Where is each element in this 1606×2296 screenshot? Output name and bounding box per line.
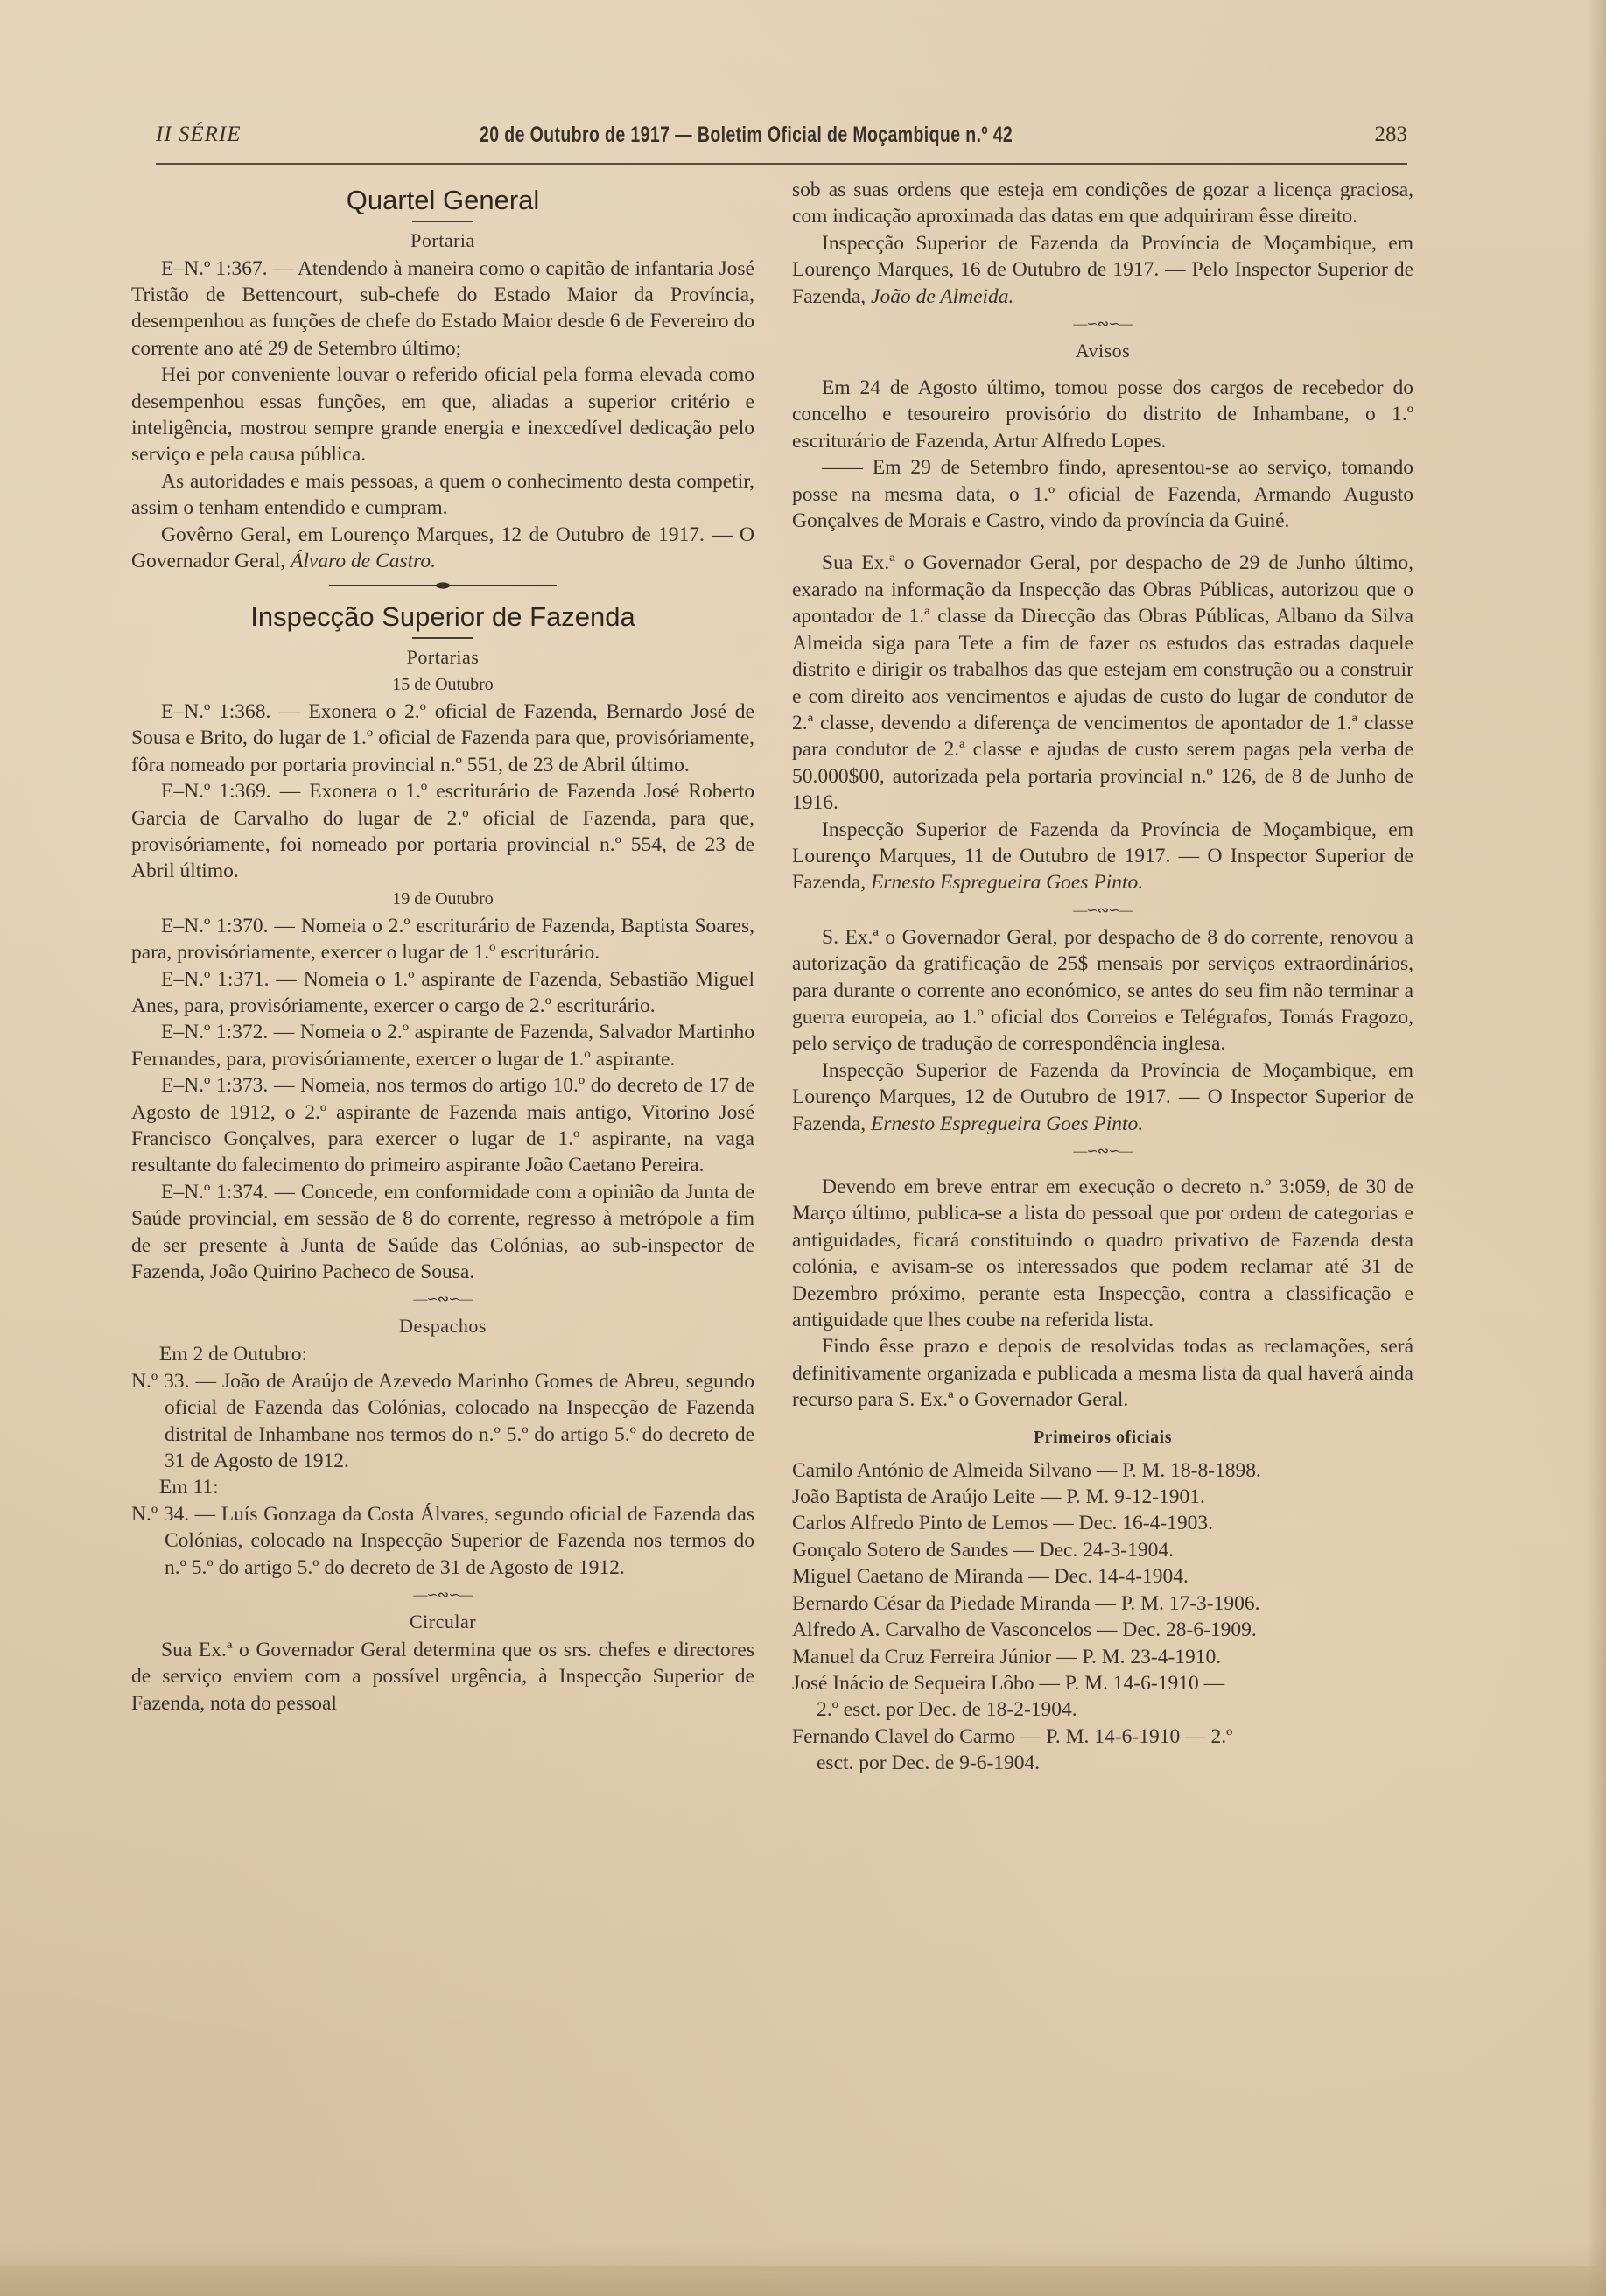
paragraph — [131, 522, 754, 575]
header-rule — [156, 163, 1407, 165]
date-heading: 15 de Outubro — [392, 674, 494, 694]
list-item: Manuel da Cruz Ferreira Júnior — P. M. 23-4-1910. — [792, 1645, 1222, 1668]
paragraph — [792, 817, 1413, 896]
list-item: Camilo António de Almeida Silvano — P. M. 18-8-1898. — [792, 1458, 1261, 1482]
subsection-avisos: Avisos — [1075, 340, 1131, 362]
subsection-portarias: Portarias — [406, 645, 480, 668]
paper-bottom-shadow — [0, 2243, 1606, 2296]
paper-edge-shadow — [1587, 0, 1606, 2296]
paragraph: Em 11: — [159, 1476, 219, 1499]
paragraph: As autoridades e mais pessoas, a quem o conhecimento desta competir, assim o tenham entendido e cumpram. — [131, 469, 754, 520]
list-item: José Inácio de Sequeira Lôbo — P. M. 14-6-1910 — — [792, 1671, 1225, 1695]
right-column — [792, 177, 1413, 1777]
paragraph: E–N.º 1:371. — Nomeia o 1.º aspirante de Fazenda, Sebastião Miguel Anes, para, provisóriamente, exercer o cargo de 2.º escriturário. — [131, 967, 754, 1017]
divider — [412, 221, 473, 222]
paragraph: E–N.º 1:373. — Nomeia, nos termos do artigo 10.º do decreto de 17 de Agosto de 1912, o 2.º aspirante de Fazenda mais antigo, Vitorino José Francisco Gonçalves, para exercer o lugar de 1.º aspirante, na vaga resultante do falecimento do primeiro aspirante João Caetano Pereira. — [131, 1074, 754, 1177]
paragraph: N.º 33. — João de Araújo de Azevedo Marinho Gomes de Abreu, segundo oficial de Fazenda das Colónias, colocado na Inspecção de Fazenda distrital de Inhambane nos termos do n.º 5.º do artigo 5.º do decreto de 31 de Agosto de 1912. — [131, 1369, 754, 1473]
list-item-continuation: esct. por Dec. de 9-6-1904. — [817, 1752, 1041, 1775]
list-item: Miguel Caetano de Miranda — Dec. 14-4-1904. — [792, 1565, 1189, 1589]
signature-name: Ernesto Espregueira Goes Pinto. — [871, 871, 1144, 895]
paragraph: S. Ex.ª o Governador Geral, por despacho de 8 do corrente, renovou a autorização da gratificação de 25$ mensais por serviços extraordinários, para durante o corrente ano económico, se antes do seu fim não terminar a guerra europeia, ao 1.º oficial dos Correios e Telégrafos, Tomás Fragozo, pelo serviço de tradução de correspondência inglesa. — [792, 925, 1413, 1056]
list-title: Primeiros oficiais — [1033, 1427, 1173, 1447]
subsection-despachos: Despachos — [399, 1315, 487, 1338]
section-title-quartel-general: Quartel General — [346, 185, 540, 215]
paragraph: Sua Ex.ª o Governador Geral determina que os srs. chefes e directores de serviço enviem com a possível urgência, à Inspecção Superior de Fazenda, nota do pessoal — [131, 1639, 754, 1715]
spacer — [792, 366, 1413, 375]
paragraph: E–N.º 1:370. — Nomeia o 2.º escriturário de Fazenda, Baptista Soares, para, provisóriamente, exercer o lugar de 1.º escriturário. — [131, 914, 754, 965]
ornament: —∽∾∽— — [1073, 1144, 1133, 1159]
signature-name: Álvaro de Castro. — [291, 549, 437, 572]
section-title-inspeccao: Inspecção Superior de Fazenda — [250, 601, 635, 633]
page-number: 283 — [1374, 123, 1407, 146]
paragraph: Sua Ex.ª o Governador Geral, por despacho de 29 de Junho último, exarado na informação da Inspecção das Obras Públicas, autorizou que o apontador de 1.ª classe da Direcção das Obras Públicas, Albano da Silva Almeida siga para Tete a fim de fazer os estudos das estradas daquele distrito e dirigir os trabalhos das que estejam em construção ou a construir e com direito aos vencimentos e ajudas de custo do lugar de condutor de 2.ª classe, devendo a diferença de vencimentos de apontador de 1.ª classe para condutor de 2.ª classe e ajudas de custo serem pagas pela verba de 50.000$00, autorizada pela portaria provincial n.º 126, de 8 de Junho de 1916. — [792, 551, 1413, 815]
ornament: —∽∾∽— — [413, 1588, 473, 1604]
signature-text: Govêrno Geral, em Lourenço Marques, 12 de Outubro de 1917. — O Governador Geral, — [131, 523, 754, 572]
list-item-continuation: 2.º esct. por Dec. de 18-2-1904. — [817, 1698, 1077, 1722]
paragraph: sob as suas ordens que esteja em condições de gozar a licença graciosa, com indicação aproximada das datas em que adquiriram êsse direito. — [792, 179, 1413, 228]
paragraph: E–N.º 1:372. — Nomeia o 2.º aspirante de Fazenda, Salvador Martinho Fernandes, para, provisóriamente, exercer o lugar de 1.º aspirante. — [131, 1021, 754, 1071]
subsection-portaria: Portaria — [410, 228, 475, 251]
paragraph: Em 2 de Outubro: — [159, 1343, 308, 1366]
spacer — [792, 534, 1413, 550]
paragraph: Findo êsse prazo e depois de resolvidas todas as reclamações, será definitivamente organizada e publicada a mesma lista da qual haverá ainda recurso para S. Ex.ª o Governador Geral. — [792, 1335, 1413, 1412]
ornament: —∽∾∽— — [1073, 317, 1133, 333]
list-item: Carlos Alfredo Pinto de Lemos — Dec. 16-4-1903. — [792, 1512, 1214, 1535]
paragraph: E–N.º 1:369. — Exonera o 1.º escriturário de Fazenda José Roberto Garcia de Carvalho do lugar de 2.º oficial de Fazenda, para que, provisóriamente, foi nomeado por portaria provincial n.º 554, de 23 de Abril último. — [131, 780, 754, 883]
section-divider — [329, 585, 557, 586]
paragraph: Devendo em breve entrar em execução o decreto n.º 3:059, de 30 de Março último, publica-se a lista do pessoal que por ordem de categorias e antiguidades, ficará constituindo o quadro privativo de Fazenda desta colónia, e avisam-se os interessados que podem reclamar até 31 de Dezembro próximo, perante esta Inspecção, contra a classificação e antiguidade que lhes coube na referida lista. — [792, 1176, 1413, 1332]
paragraph: N.º 34. — Luís Gonzaga da Costa Álvares, segundo oficial de Fazenda das Colónias, colocado na Inspecção Superior de Fazenda nos termos do n.º 5.º do artigo 5.º do decreto de 31 de Agosto de 1912. — [131, 1502, 754, 1579]
paragraph: Em 24 de Agosto último, tomou posse dos cargos de recebedor do concelho e tesoureiro provisório do distrito de Inhambane, o 1.º escriturário de Fazenda, Artur Alfredo Lopes. — [792, 376, 1413, 453]
subsection-circular: Circular — [409, 1611, 477, 1633]
paragraph — [792, 230, 1413, 310]
paragraph: E–N.º 1:374. — Concede, em conformidade com a opinião da Junta de Saúde provincial, em sessão de 8 do corrente, regresso à metrópole a fim de ser presente à Junta de Saúde das Colónias, ao sub-inspector de Fazenda, João Quirino Pacheco de Sousa. — [131, 1180, 754, 1283]
spacer — [792, 1165, 1413, 1174]
list-item: Fernando Clavel do Carmo — P. M. 14-6-1910 — 2.º — [792, 1724, 1233, 1748]
list-item: Bernardo César da Piedade Miranda — P. M. 17-3-1906. — [792, 1591, 1260, 1615]
paragraph: E–N.º 1:368. — Exonera o 2.º oficial de Fazenda, Bernardo José de Sousa e Brito, do lugar de 1.º oficial de Fazenda para que, provisóriamente, fôra nomeado por portaria provincial n.º 551, de 23 de Abril último. — [131, 699, 754, 776]
date-heading: 19 de Outubro — [392, 888, 494, 909]
list-item: João Baptista de Araújo Leite — P. M. 9-12-1901. — [792, 1485, 1205, 1509]
list-item: Gonçalo Sotero de Sandes — Dec. 24-3-1904. — [792, 1538, 1174, 1562]
signature-name: João de Almeida. — [871, 284, 1014, 308]
header-title: 20 de Outubro de 1917 — Boletim Oficial de Moçambique n.º 42 — [480, 123, 1013, 147]
ornament: —∽∾∽— — [1073, 902, 1133, 918]
left-column — [131, 177, 754, 1717]
signature-text: Inspecção Superior de Fazenda da Província de Moçambique, em Lourenço Marques, 11 de Outubro de 1917. — O Inspector Superior de Fazenda, — [792, 818, 1413, 895]
signature-text: Inspecção Superior de Fazenda da Província de Moçambique, em Lourenço Marques, 16 de Outubro de 1917. — Pelo Inspector Superior de Fazenda, — [792, 231, 1413, 308]
paragraph — [792, 1057, 1413, 1137]
signature-name: Ernesto Espregueira Goes Pinto. — [871, 1112, 1144, 1135]
signature-text: Inspecção Superior de Fazenda da Província de Moçambique, em Lourenço Marques, 12 de Outubro de 1917. — O Inspector Superior de Fazenda, — [792, 1058, 1413, 1135]
header-serie: II SÉRIE — [156, 123, 242, 146]
running-header — [156, 123, 1407, 166]
paragraph: Hei por conveniente louvar o referido oficial pela forma elevada como desempenhou essas funções, em que, aliadas a superior critério e inteligência, mostrou sempre grande energia e inexcedível dedicação pelo serviço e pela causa pública. — [131, 363, 754, 467]
list-item: Alfredo A. Carvalho de Vasconcelos — Dec. 28-6-1909. — [792, 1618, 1257, 1642]
divider — [412, 637, 473, 639]
ornament: —∽∾∽— — [413, 1292, 473, 1308]
officials-list — [792, 1457, 1413, 1777]
paragraph: E–N.º 1:367. — Atendendo à maneira como o capitão de infantaria José Tristão de Bettencourt, sub-chefe do Estado Maior da Província, desempenhou as funções de chefe do Estado Maior desde 6 de Fevereiro do corrente ano até 29 de Setembro último; — [131, 256, 754, 360]
paragraph: —— Em 29 de Setembro findo, apresentou-se ao serviço, tomando posse na mesma data, o 1.º oficial de Fazenda, Armando Augusto Gonçalves de Morais e Castro, vindo da província da Guiné. — [792, 456, 1413, 533]
